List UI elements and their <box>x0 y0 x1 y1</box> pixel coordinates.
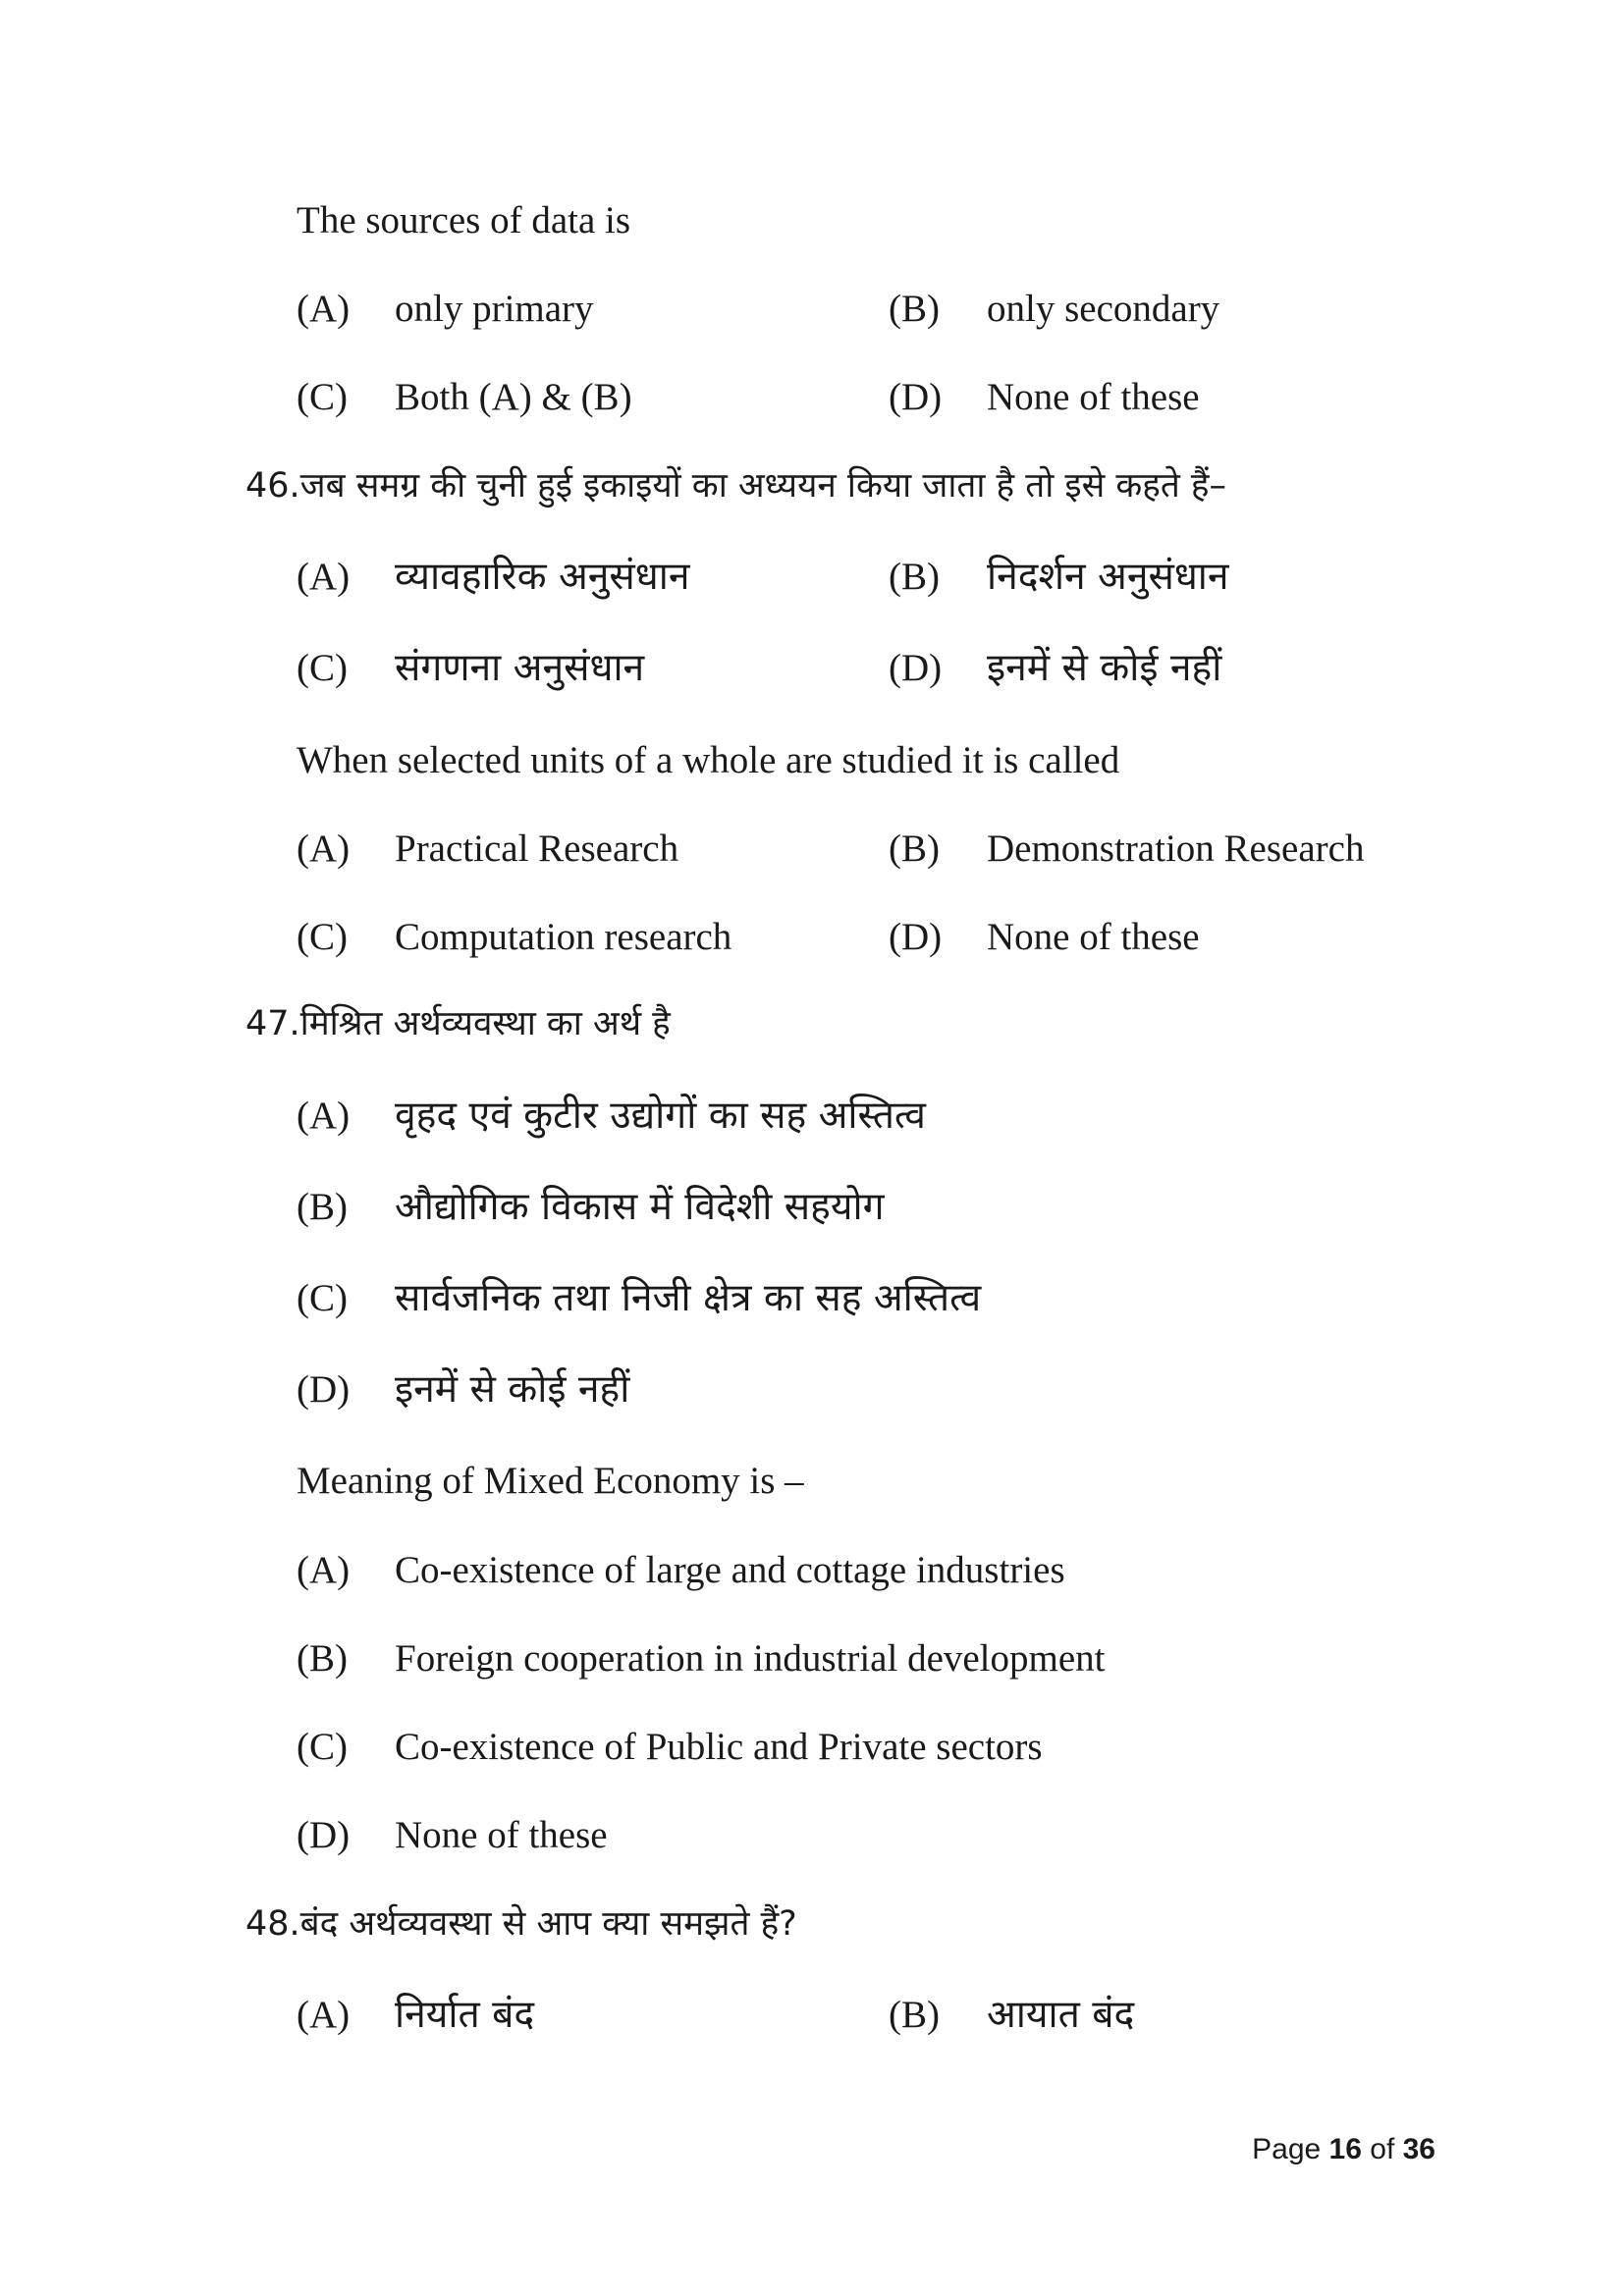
option-label: (C) <box>297 647 348 689</box>
option-text: इनमें से कोई नहीं <box>395 1367 630 1412</box>
option-label: (A) <box>297 1994 351 2036</box>
page-prefix: Page <box>1252 2133 1329 2165</box>
option-text: Foreign cooperation in industrial development <box>395 1637 1106 1680</box>
option-text: आयात बंद <box>987 1993 1135 2037</box>
total-pages: 36 <box>1402 2133 1435 2165</box>
option-label: (A) <box>297 556 351 598</box>
option-label: (C) <box>297 1277 348 1319</box>
option-text: निर्यात बंद <box>395 1993 535 2037</box>
option-text: व्यावहारिक अनुसंधान <box>395 555 690 599</box>
option-text: None of these <box>395 1814 608 1856</box>
option-text: Computation research <box>395 916 732 958</box>
option-text: only secondary <box>987 288 1220 330</box>
option-label: (B) <box>889 828 940 870</box>
option-text: सार्वजनिक तथा निजी क्षेत्र का सह अस्तित्व <box>395 1276 982 1320</box>
option-text: संगणना अनुसंधान <box>395 646 645 690</box>
option-text: None of these <box>987 916 1200 958</box>
option-label: (C) <box>297 376 348 418</box>
option-text: औद्योगिक विकास में विदेशी सहयोग <box>395 1185 885 1229</box>
option-label: (D) <box>297 1368 351 1411</box>
current-page: 16 <box>1328 2133 1362 2165</box>
option-label: (A) <box>297 1549 351 1591</box>
option-text: Co-existence of large and cottage industries <box>395 1549 1065 1591</box>
question-stem-hi: 46.जब समग्र की चुनी हुई इकाइयों का अध्ययन किया जाता है तो इसे कहते हैं– <box>245 466 1226 506</box>
page-middle: of <box>1361 2133 1403 2165</box>
option-text: Co-existence of Public and Private sectors <box>395 1726 1043 1768</box>
option-label: (D) <box>889 376 943 418</box>
question-stem-en: When selected units of a whole are studied it is called <box>297 739 1120 781</box>
option-text: Both (A) & (B) <box>395 376 632 418</box>
option-label: (B) <box>889 1994 940 2036</box>
option-text: Practical Research <box>395 828 679 870</box>
option-text: Demonstration Research <box>987 828 1365 870</box>
option-label: (C) <box>297 1726 348 1768</box>
option-label: (B) <box>297 1186 348 1228</box>
option-label: (D) <box>889 916 943 958</box>
option-text: None of these <box>987 376 1200 418</box>
option-label: (B) <box>889 288 940 330</box>
option-text: इनमें से कोई नहीं <box>987 646 1222 690</box>
option-text: only primary <box>395 288 594 330</box>
question-stem-hi: 48.बंद अर्थव्यवस्था से आप क्या समझते हैं? <box>245 1904 797 1944</box>
option-label: (D) <box>889 647 943 689</box>
page-number-footer <box>1252 2130 1435 2169</box>
option-text: वृहद एवं कुटीर उद्योगों का सह अस्तित्व <box>395 1094 926 1138</box>
option-label: (A) <box>297 288 351 330</box>
question-stem-en: Meaning of Mixed Economy is – <box>297 1460 804 1502</box>
option-label: (C) <box>297 916 348 958</box>
option-text: निदर्शन अनुसंधान <box>987 555 1229 599</box>
question-stem-en: The sources of data is <box>297 199 631 241</box>
option-label: (B) <box>297 1637 348 1680</box>
option-label: (A) <box>297 828 351 870</box>
question-stem-hi: 47.मिश्रित अर्थव्यवस्था का अर्थ है <box>245 1004 671 1043</box>
option-label: (A) <box>297 1095 351 1137</box>
option-label: (D) <box>297 1814 351 1856</box>
option-label: (B) <box>889 556 940 598</box>
